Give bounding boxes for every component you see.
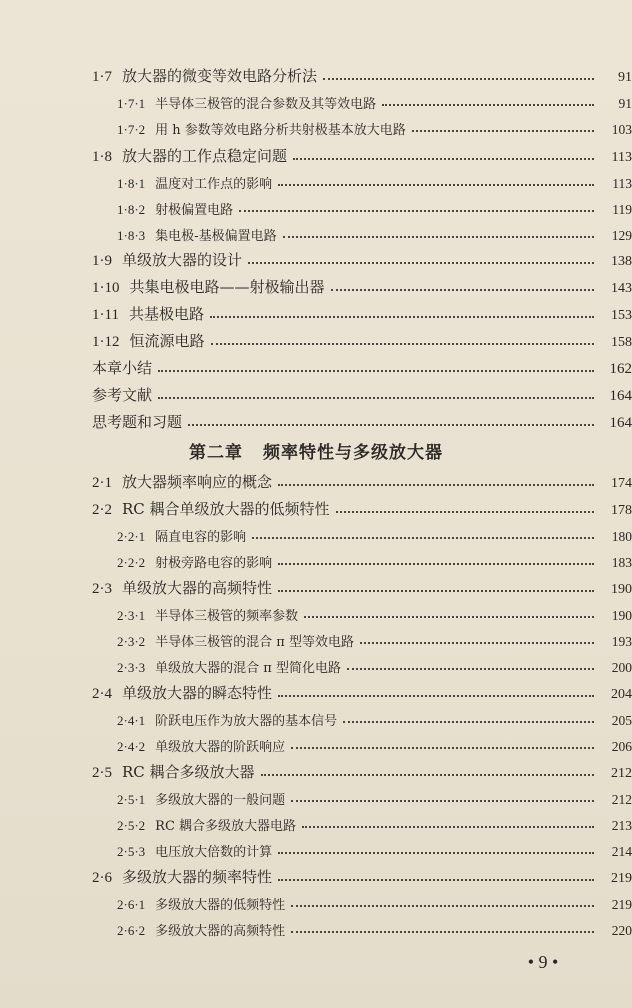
dot-leader (283, 236, 594, 238)
dot-leader (323, 78, 594, 80)
dot-leader (252, 537, 594, 539)
section-number: 2·2·1 (117, 529, 146, 544)
toc-entry[interactable] (0, 810, 632, 834)
section-number: 2·3·1 (117, 608, 146, 623)
dot-leader (278, 590, 594, 592)
section-number: 2·5·1 (117, 792, 146, 807)
page-ref: 113 (611, 150, 632, 165)
page-ref: 190 (611, 608, 632, 623)
toc-entry[interactable] (0, 408, 632, 432)
section-number: 1·11 (92, 307, 119, 323)
toc-entry[interactable] (0, 836, 632, 860)
section-title: 多级放大器的高频特性 (155, 924, 286, 939)
dot-leader (278, 184, 594, 186)
dot-leader (291, 931, 594, 933)
page-ref: 204 (611, 687, 632, 702)
toc-entry[interactable] (0, 758, 632, 782)
section-title: 思考题和习题 (92, 413, 183, 431)
dot-leader (291, 747, 594, 749)
page-ref: 153 (611, 308, 632, 323)
dot-leader (304, 616, 594, 618)
page-ref: 180 (611, 529, 632, 544)
dot-leader (291, 800, 594, 802)
toc-entry[interactable] (0, 626, 632, 650)
section-number: 1·12 (92, 334, 120, 350)
section-title: 半导体三极管的混合参数及其等效电路 (155, 97, 377, 112)
section-number: 2·2 (92, 502, 112, 518)
page-ref: 183 (611, 555, 632, 570)
page-ref: 174 (611, 476, 632, 491)
page-ref: 214 (611, 844, 632, 859)
section-title: 共基极电路 (128, 305, 204, 323)
section-title: 电压放大倍数的计算 (155, 845, 273, 860)
toc-entry[interactable] (0, 679, 632, 703)
dot-leader (302, 826, 594, 828)
section-number: 2·6 (92, 870, 112, 886)
toc-entry[interactable] (0, 915, 632, 939)
section-title: 单级放大器的阶跃响应 (155, 740, 286, 755)
page-ref: 113 (612, 176, 632, 191)
dot-leader (261, 774, 594, 776)
section-title: 单级放大器的瞬态特性 (122, 684, 273, 702)
page-ref: 129 (611, 228, 632, 243)
dot-leader (278, 695, 594, 697)
page-ref: 212 (611, 792, 632, 807)
page-ref: 178 (611, 503, 632, 518)
toc-entry[interactable] (0, 142, 632, 166)
dot-leader (360, 642, 594, 644)
page-ref: 143 (611, 281, 632, 296)
section-number: 1·10 (92, 280, 120, 296)
dot-leader (412, 130, 594, 132)
section-title: RC 耦合多级放大器 (122, 763, 255, 781)
dot-leader (336, 511, 594, 513)
section-number: 2·1 (92, 475, 112, 491)
toc-entry[interactable] (0, 220, 632, 244)
dot-leader (293, 158, 594, 160)
section-title: 多级放大器的频率特性 (122, 868, 273, 886)
section-number: 2·6·2 (117, 923, 146, 938)
toc-entry[interactable] (0, 784, 632, 808)
section-title: RC 耦合多级放大器电路 (155, 819, 297, 834)
toc-entry[interactable] (0, 468, 632, 492)
section-title: 多级放大器的低频特性 (155, 898, 286, 913)
page-ref: 138 (611, 254, 632, 269)
section-title: 隔直电容的影响 (155, 530, 247, 545)
section-number: 2·5·2 (117, 818, 146, 833)
page-number: • 9 • (527, 952, 559, 972)
dot-leader (343, 721, 594, 723)
toc-entry[interactable] (0, 652, 632, 676)
page-ref: 162 (609, 361, 632, 377)
section-number: 2·2·2 (117, 555, 146, 570)
chapter-heading (0, 438, 632, 463)
page-ref: 91 (618, 96, 632, 111)
toc-entry[interactable] (0, 600, 632, 624)
page-ref: 190 (611, 582, 632, 597)
section-number: 2·4·2 (117, 739, 146, 754)
dot-leader (278, 852, 594, 854)
page-ref: 200 (611, 660, 632, 675)
dot-leader (158, 397, 594, 399)
toc-entry[interactable] (0, 114, 632, 138)
section-number: 1·7·1 (117, 96, 146, 111)
toc-entry[interactable] (0, 62, 632, 86)
section-title: 共集电极电路——射极输出器 (129, 278, 325, 296)
page-ref: 213 (611, 818, 632, 833)
toc-entry[interactable] (0, 381, 632, 405)
page-ref: 91 (618, 70, 632, 85)
section-title: 放大器的工作点稳定问题 (122, 147, 288, 165)
dot-leader (278, 484, 594, 486)
section-title: 恒流源电路 (129, 332, 205, 350)
section-title: 单级放大器的设计 (122, 251, 243, 269)
section-number: 2·4 (92, 686, 112, 702)
toc-entry[interactable] (0, 495, 632, 519)
section-title: 射极偏置电路 (155, 203, 234, 218)
toc-entry[interactable] (0, 889, 632, 913)
dot-leader (347, 668, 594, 670)
page-ref: 158 (611, 335, 632, 350)
toc-entry[interactable] (0, 273, 632, 297)
toc-entry[interactable] (0, 731, 632, 755)
page-ref: 103 (611, 122, 632, 137)
section-number: 1·8·1 (117, 176, 146, 191)
section-number: 1·7·2 (117, 122, 146, 137)
page-ref: 212 (611, 766, 632, 781)
dot-leader (188, 424, 594, 426)
section-title: 参考文献 (92, 386, 153, 404)
section-title: 温度对工作点的影响 (155, 177, 273, 192)
toc-entry[interactable] (0, 88, 632, 112)
dot-leader (331, 289, 594, 291)
dot-leader (291, 905, 594, 907)
section-number: 2·6·1 (117, 897, 146, 912)
toc-entry[interactable] (0, 168, 632, 192)
chapter-label: 第二章 (189, 443, 243, 463)
section-number: 2·5 (92, 765, 112, 781)
dot-leader (248, 262, 594, 264)
page-ref: 193 (611, 634, 632, 649)
dot-leader (382, 104, 594, 106)
section-title: 集电极-基极偏置电路 (155, 229, 277, 244)
toc-entry[interactable] (0, 194, 632, 218)
toc-entry[interactable] (0, 327, 632, 351)
page-ref: 220 (611, 923, 632, 938)
toc-entry[interactable] (0, 521, 632, 545)
toc-entry[interactable] (0, 246, 632, 270)
section-title: 多级放大器的一般问题 (155, 793, 286, 808)
page-ref: 219 (611, 897, 632, 912)
toc-entry[interactable] (0, 354, 632, 378)
section-number: 2·4·1 (117, 713, 146, 728)
section-number: 2·3 (92, 581, 112, 597)
toc-entry[interactable] (0, 300, 632, 324)
page-ref: 219 (611, 871, 632, 886)
section-title: 阶跃电压作为放大器的基本信号 (155, 714, 338, 729)
section-title: 半导体三极管的频率参数 (155, 609, 299, 624)
section-title: 射极旁路电容的影响 (155, 556, 273, 571)
section-number: 2·5·3 (117, 844, 146, 859)
section-title: 半导体三极管的混合 π 型等效电路 (155, 635, 354, 650)
section-title: 放大器的微变等效电路分析法 (122, 67, 318, 85)
section-title: 单级放大器的高频特性 (122, 579, 273, 597)
section-number: 2·3·2 (117, 634, 146, 649)
section-number: 1·8·3 (117, 228, 146, 243)
dot-leader (278, 879, 594, 881)
section-number: 1·8 (92, 149, 112, 165)
toc-entry[interactable] (0, 705, 632, 729)
toc-entry[interactable] (0, 863, 632, 887)
toc-entry[interactable] (0, 574, 632, 598)
page-ref: 206 (611, 739, 632, 754)
dot-leader (211, 343, 594, 345)
page-ref: 164 (609, 388, 632, 404)
dot-leader (239, 210, 594, 212)
page-ref: 205 (611, 713, 632, 728)
page-ref: 119 (612, 202, 632, 217)
dot-leader (158, 370, 594, 372)
section-number: 1·7 (92, 69, 112, 85)
toc-entry[interactable] (0, 547, 632, 571)
section-title: 单级放大器的混合 π 型简化电路 (155, 661, 341, 676)
section-number: 1·8·2 (117, 202, 146, 217)
section-title: 放大器频率响应的概念 (122, 473, 273, 491)
dot-leader (278, 563, 594, 565)
section-title: 本章小结 (92, 359, 153, 377)
chapter-title: 频率特性与多级放大器 (263, 443, 443, 463)
page-ref: 164 (609, 415, 632, 431)
dot-leader (210, 316, 594, 318)
section-title: 用 h 参数等效电路分析共射极基本放大电路 (155, 123, 406, 138)
section-title: RC 耦合单级放大器的低频特性 (122, 500, 330, 518)
section-number: 1·9 (92, 253, 112, 269)
section-number: 2·3·3 (117, 660, 146, 675)
